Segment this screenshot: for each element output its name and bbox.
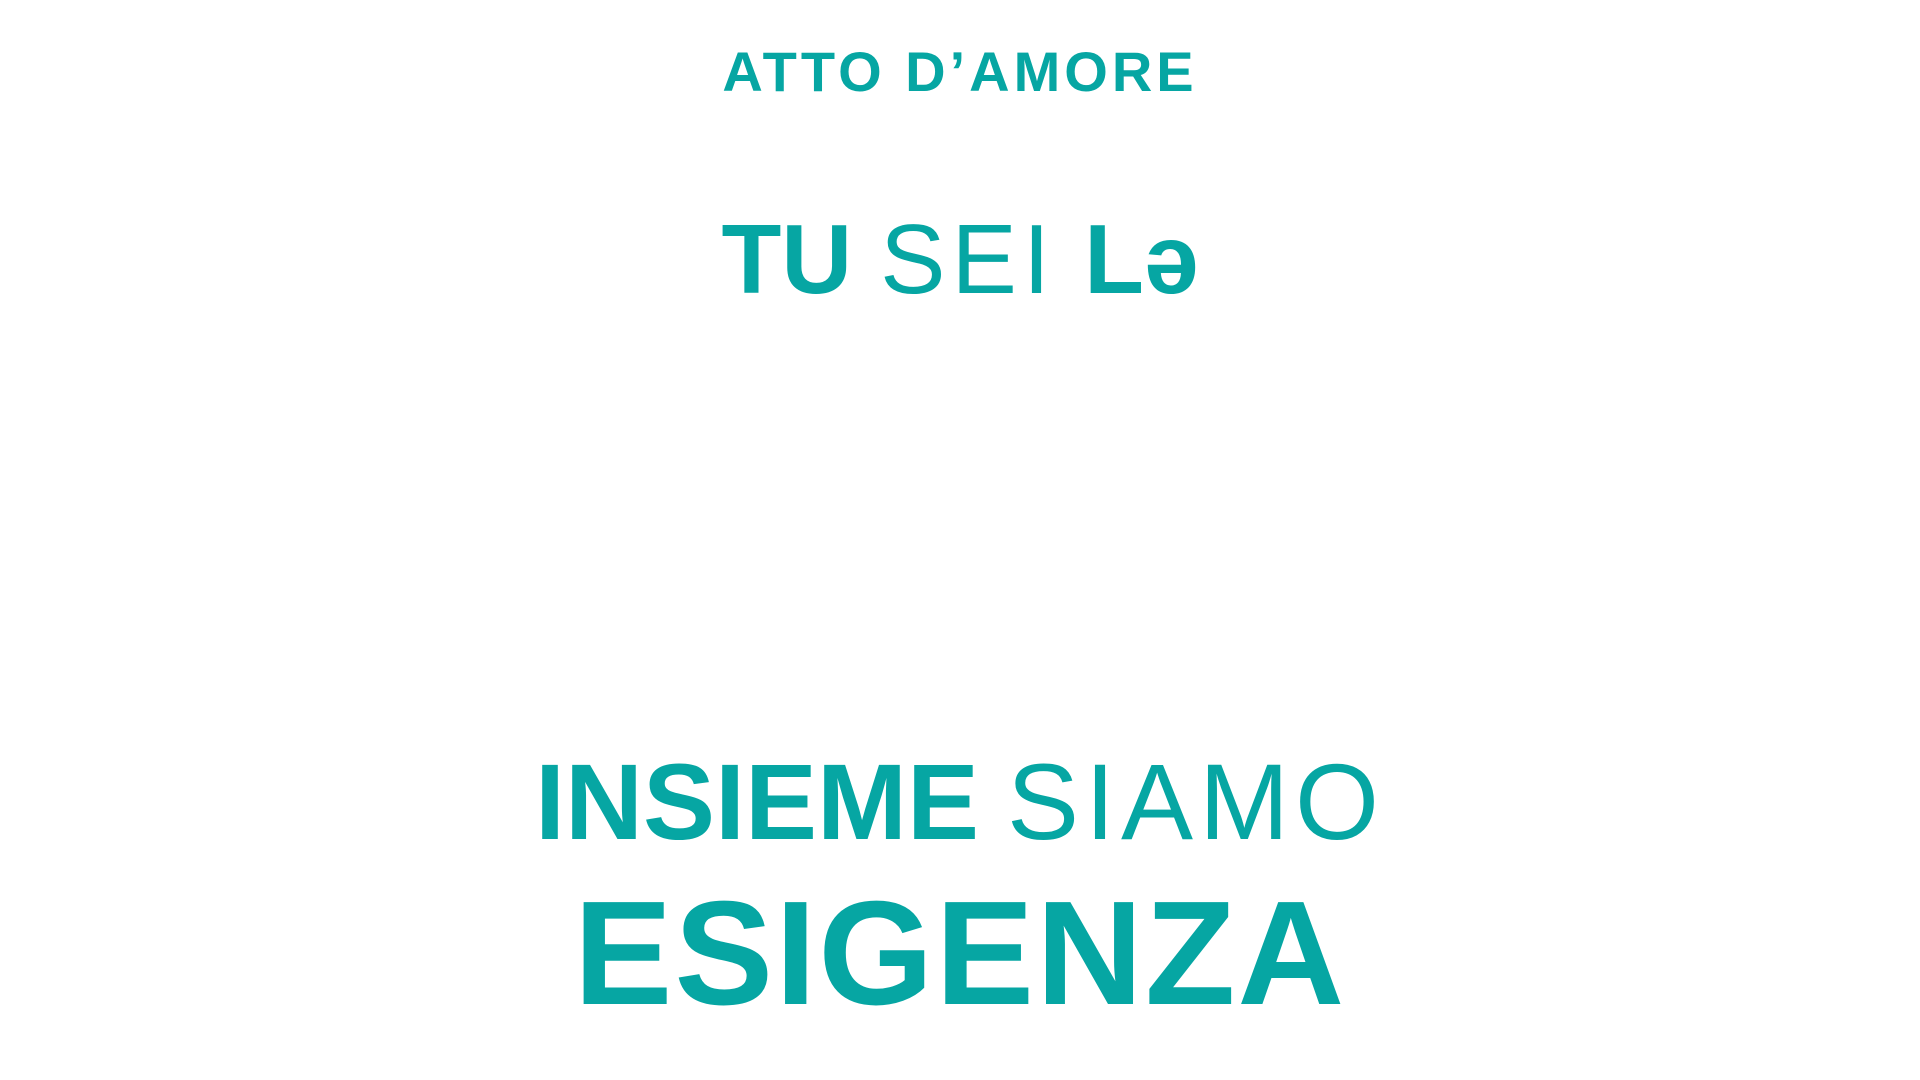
tagline (0, 204, 1920, 314)
claim-bold: INSIEME (534, 741, 980, 862)
claim-thin: SIAMO (1007, 741, 1386, 862)
claim (0, 741, 1920, 862)
kicker-text: ATTO D’AMORE (722, 40, 1198, 103)
tagline-thin-1: SEI (880, 204, 1057, 314)
tagline-bold: TU (721, 204, 853, 314)
tagline-thin-2: Lə (1084, 204, 1199, 314)
brand-name: ESIGENZA (573, 871, 1347, 1036)
